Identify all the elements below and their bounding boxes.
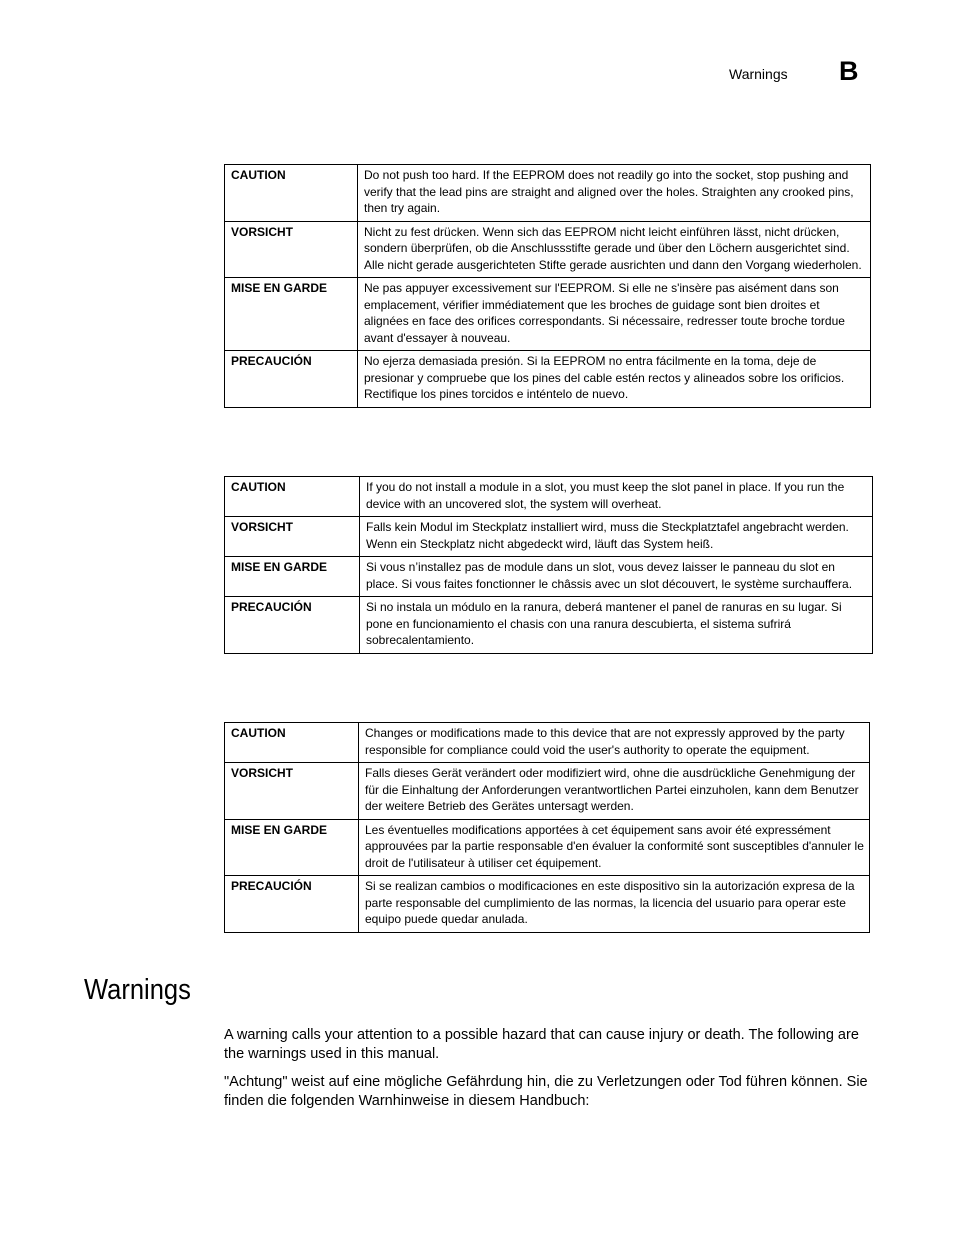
caution-label: CAUTION (225, 723, 359, 763)
mise-en-garde-text: Ne pas appuyer excessivement sur l'EEPROM. Si elle ne s'insère pas aisément dans son emplacement, vérifier immédiatement que les broches de guidage sont bien droites et alignées en face des orifices correspondants. Si nécessaire, redresser toute broche tordue avant d'essayer à nouveau. (358, 278, 871, 351)
mise-en-garde-row (225, 819, 870, 876)
warning-intro-german: "Achtung" weist auf eine mögliche Gefährdung hin, die zu Verletzungen oder Tod führen können. Sie finden die folgenden Warnhinweise in diesem Handbuch: (224, 1074, 868, 1109)
precaucion-text: Si se realizan cambios o modificaciones en este dispositivo sin la autorización expresa de la parte responsable del cumplimiento de las normas, la licencia del usuario para operar este equipo puede quedar anulada. (359, 876, 870, 933)
precaucion-text: Si no instala un módulo en la ranura, deberá mantener el panel de ranuras en su lugar. Si pone en funcionamiento el chasis con una ranura descubierta, el sistema sufrirá sobrecalentamiento. (360, 597, 873, 654)
precaucion-label: PRECAUCIÓN (225, 597, 360, 654)
warning-intro-english: A warning calls your attention to a possible hazard that can cause injury or death. The following are the warnings used in this manual. (224, 1027, 859, 1062)
caution-text: Do not push too hard. If the EEPROM does not readily go into the socket, stop pushing and verify that the lead pins are straight and aligned over the holes. Straighten any crooked pins, then try again. (358, 165, 871, 222)
caution-row (225, 477, 873, 517)
mise-en-garde-row (225, 557, 873, 597)
section-heading: Warnings (84, 974, 191, 1006)
mise-en-garde-text: Les éventuelles modifications apportées à cet équipement sans avoir été expressément approuvées par la partie responsable d'en évaluer la conformité sont susceptibles d'annuler le droit de l'utilisateur à utiliser cet équipement. (359, 819, 870, 876)
vorsicht-label: VORSICHT (225, 221, 358, 278)
vorsicht-row (225, 517, 873, 557)
appendix-letter: B (839, 56, 859, 86)
mise-en-garde-text: Si vous n’installez pas de module dans un slot, vous devez laisser le panneau du slot en place. Si vous faites fonctionner le châssis avec un slot découvert, le système surchauffera. (360, 557, 873, 597)
caution-text: Changes or modifications made to this device that are not expressly approved by the party responsible for compliance could void the user's authority to operate the equipment. (359, 723, 870, 763)
precaucion-row (225, 597, 873, 654)
mise-en-garde-label: MISE EN GARDE (225, 278, 358, 351)
vorsicht-row (225, 763, 870, 820)
caution-label: CAUTION (225, 477, 360, 517)
caution-row (225, 723, 870, 763)
precaucion-row (225, 351, 871, 408)
vorsicht-text: Falls dieses Gerät verändert oder modifiziert wird, ohne die ausdrückliche Genehmigung der für die Einhaltung der Anforderungen verantwortlichen Partei einzuholen, kann dem Benutzer der weitere Betrieb des Gerätes untersagt werden. (359, 763, 870, 820)
slot-panel-caution-table (224, 476, 873, 654)
vorsicht-text: Falls kein Modul im Steckplatz installiert wird, muss die Steckplatztafel angebracht werden. Wenn ein Steckplatz nicht abgedeckt wird, läuft das System heiß. (360, 517, 873, 557)
mise-en-garde-label: MISE EN GARDE (225, 819, 359, 876)
vorsicht-label: VORSICHT (225, 517, 360, 557)
precaucion-label: PRECAUCIÓN (225, 351, 358, 408)
precaucion-row (225, 876, 870, 933)
precaucion-label: PRECAUCIÓN (225, 876, 359, 933)
running-header-title: Warnings (729, 66, 788, 82)
mise-en-garde-label: MISE EN GARDE (225, 557, 360, 597)
modification-caution-table (224, 722, 870, 933)
caution-text: If you do not install a module in a slot, you must keep the slot panel in place. If you run the device with an uncovered slot, the system will overheat. (360, 477, 873, 517)
caution-label: CAUTION (225, 165, 358, 222)
vorsicht-row (225, 221, 871, 278)
caution-row (225, 165, 871, 222)
vorsicht-label: VORSICHT (225, 763, 359, 820)
precaucion-text: No ejerza demasiada presión. Si la EEPROM no entra fácilmente en la toma, deje de presionar y compruebe que los pines del cable estén rectos y alineados sobre los orificios. Rectifique los pines torcidos e inténtelo de nuevo. (358, 351, 871, 408)
eeprom-caution-table (224, 164, 871, 408)
vorsicht-text: Nicht zu fest drücken. Wenn sich das EEPROM nicht leicht einführen lässt, nicht drücken, sondern überprüfen, ob die Anschlussstifte gerade und über den Löchern ausgerichtet sind. Alle nicht gerade ausgerichteten Stifte gerade ausrichten und dann den Vorgang wiederholen. (358, 221, 871, 278)
mise-en-garde-row (225, 278, 871, 351)
